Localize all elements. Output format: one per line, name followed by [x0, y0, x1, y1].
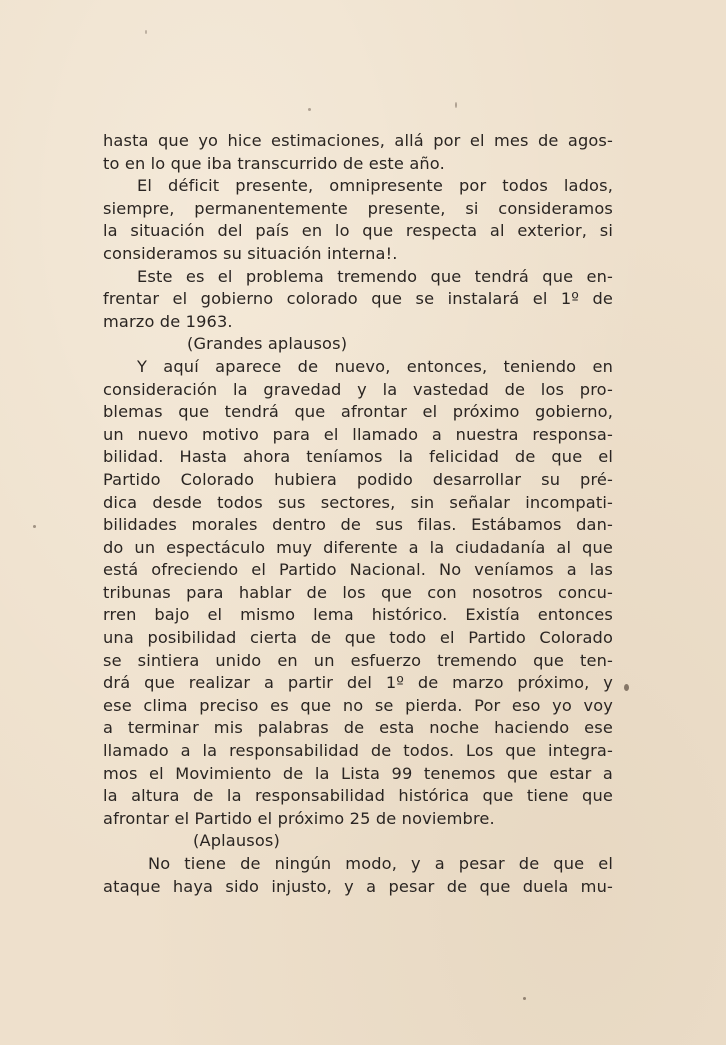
- text-line: mos el Movimiento de la Lista 99 tenemos que estar a: [103, 763, 613, 783]
- text-line: bilidad. Hasta ahora teníamos la felicidad de que el: [103, 447, 613, 467]
- paper-speck: [624, 684, 629, 691]
- text-line: consideración la gravedad y la vastedad de los pro-: [103, 379, 613, 399]
- text-line: ataque haya sido injusto, y a pesar de que duela mu-: [103, 876, 613, 896]
- text-line: blemas que tendrá que afrontar el próximo gobierno,: [103, 402, 613, 422]
- text-line: ese clima preciso es que no se pierda. Por eso yo voy: [103, 695, 613, 715]
- paper-speck: [145, 30, 147, 34]
- text-line: una posibilidad cierta de que todo el Partido Colorado: [103, 628, 613, 648]
- text-line: drá que realizar a partir del 1º de marzo próximo, y: [103, 673, 613, 693]
- paper-speck: [455, 102, 457, 108]
- text-line: dica desde todos sus sectores, sin señalar incompati-: [103, 492, 613, 512]
- text-line: llamado a la responsabilidad de todos. Los que integra-: [103, 741, 613, 761]
- text-line: to en lo que iba transcurrido de este año.: [103, 153, 445, 173]
- text-line: un nuevo motivo para el llamado a nuestra responsa-: [103, 424, 613, 444]
- text-line: Y aquí aparece de nuevo, entonces, teniendo en: [137, 356, 613, 376]
- paper-speck: [308, 108, 311, 111]
- text-line: hasta que yo hice estimaciones, allá por el mes de agos-: [103, 131, 613, 150]
- text-line: se sintiera unido en un esfuerzo tremendo que ten-: [103, 650, 613, 670]
- text-line: Partido Colorado hubiera podido desarrollar su pré-: [103, 469, 613, 489]
- text-line: está ofreciendo el Partido Nacional. No veníamos a las: [103, 560, 613, 580]
- text-line: tribunas para hablar de los que con nosotros concu-: [103, 582, 613, 602]
- text-line: do un espectáculo muy diferente a la ciudadanía al que: [103, 537, 613, 557]
- text-line: El déficit presente, omnipresente por todos lados,: [137, 176, 613, 196]
- text-line: rren bajo el mismo lema histórico. Existía entonces: [103, 605, 613, 625]
- text-line: consideramos su situación interna!.: [103, 243, 398, 263]
- document-body: [103, 130, 613, 898]
- text-line: (Aplausos): [193, 831, 280, 851]
- text-line: a terminar mis palabras de esta noche haciendo ese: [103, 718, 613, 738]
- text-line: Este es el problema tremendo que tendrá que en-: [137, 266, 613, 286]
- text-line: afrontar el Partido el próximo 25 de noviembre.: [103, 808, 495, 828]
- text-line: la situación del país en lo que respecta al exterior, si: [103, 221, 613, 241]
- text-line: marzo de 1963.: [103, 311, 233, 331]
- text-line: la altura de la responsabilidad histórica que tiene que: [103, 786, 613, 806]
- paper-speck: [33, 525, 36, 528]
- text-line: bilidades morales dentro de sus filas. Estábamos dan-: [103, 515, 613, 535]
- paper-speck: [523, 997, 526, 1000]
- text-line: siempre, permanentemente presente, si consideramos: [103, 198, 613, 218]
- text-line: No tiene de ningún modo, y a pesar de que el: [148, 854, 613, 873]
- text-line: (Grandes aplausos): [187, 334, 348, 354]
- text-line: frentar el gobierno colorado que se instalará el 1º de: [103, 289, 613, 309]
